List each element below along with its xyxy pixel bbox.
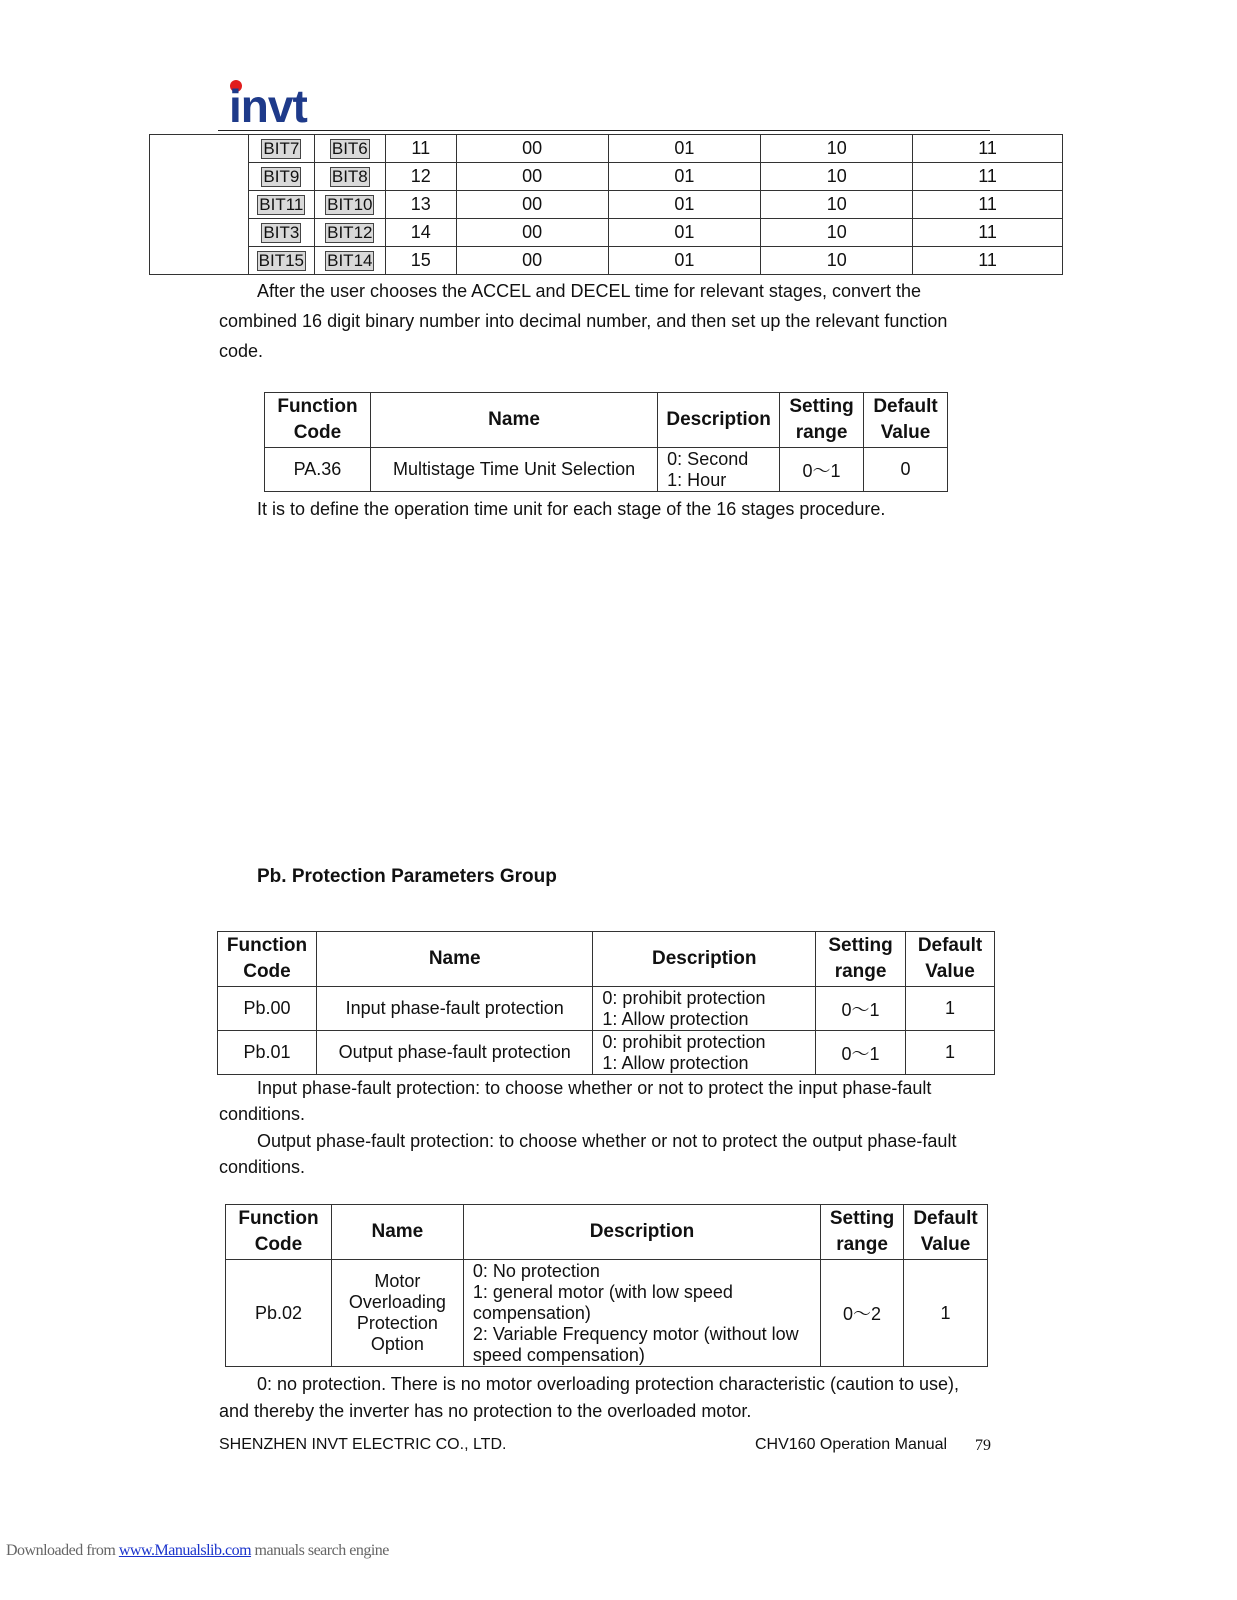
bit-label: BIT10 bbox=[327, 195, 373, 214]
header-name: Name bbox=[316, 932, 592, 987]
description-cell: 0: prohibit protection 1: Allow protection bbox=[593, 987, 816, 1031]
value-cell: 01 bbox=[608, 219, 761, 247]
table-row bbox=[150, 219, 1063, 247]
table-row bbox=[150, 135, 1063, 163]
header-function-code: Function Code bbox=[265, 393, 371, 448]
footer-manual-title: CHV160 Operation Manual bbox=[755, 1436, 948, 1453]
header-default-value: Default Value bbox=[904, 1205, 988, 1260]
range-cell: 0～2 bbox=[821, 1260, 904, 1367]
value-cell: 11 bbox=[913, 191, 1063, 219]
table-header-row bbox=[218, 932, 995, 987]
stage-cell: 15 bbox=[385, 247, 456, 275]
range-cell: 0～1 bbox=[816, 987, 906, 1031]
header-setting-range: Setting range bbox=[816, 932, 906, 987]
name-cell: Motor Overloading Protection Option bbox=[331, 1260, 463, 1367]
name-cell: Input phase-fault protection bbox=[316, 987, 592, 1031]
table-header-row bbox=[226, 1205, 988, 1260]
table-row bbox=[150, 163, 1063, 191]
value-cell: 01 bbox=[608, 135, 761, 163]
header-function-code: Function Code bbox=[226, 1205, 332, 1260]
bit-label: BIT7 bbox=[263, 139, 300, 158]
value-cell: 10 bbox=[761, 163, 913, 191]
paragraph-time-unit: It is to define the operation time unit for each stage of the 16 stages procedure. bbox=[257, 499, 886, 519]
bit-label: BIT6 bbox=[331, 139, 368, 158]
value-cell: 00 bbox=[456, 191, 608, 219]
code-cell: Pb.00 bbox=[218, 987, 317, 1031]
value-cell: 10 bbox=[761, 219, 913, 247]
page-number: 79 bbox=[975, 1437, 991, 1454]
default-cell: 0 bbox=[864, 448, 948, 492]
value-cell: 00 bbox=[456, 247, 608, 275]
stage-cell: 13 bbox=[385, 191, 456, 219]
bit-label: BIT14 bbox=[327, 251, 373, 270]
paragraph-no-protection: 0: no protection. There is no motor overloading protection characteristic (caution to use), and thereby the inverter has no protection to the overloaded motor. bbox=[219, 1374, 960, 1421]
code-cell: Pb.01 bbox=[218, 1031, 317, 1075]
value-cell: 01 bbox=[608, 191, 761, 219]
value-cell: 10 bbox=[761, 135, 913, 163]
stage-cell: 12 bbox=[385, 163, 456, 191]
header-setting-range: Setting range bbox=[780, 393, 864, 448]
value-cell: 00 bbox=[456, 135, 608, 163]
table-row bbox=[218, 987, 995, 1031]
code-cell: PA.36 bbox=[265, 448, 371, 492]
section-title: Pb. Protection Parameters Group bbox=[257, 866, 557, 887]
header-name: Name bbox=[370, 393, 657, 448]
description-cell: 0: prohibit protection 1: Allow protection bbox=[593, 1031, 816, 1075]
bit-label: BIT9 bbox=[263, 167, 300, 186]
stage-cell: 14 bbox=[385, 219, 456, 247]
footer-company: SHENZHEN INVT ELECTRIC CO., LTD. bbox=[219, 1436, 507, 1453]
pb02-table bbox=[225, 1204, 988, 1367]
bit-label: BIT11 bbox=[259, 195, 304, 214]
value-cell: 11 bbox=[913, 135, 1063, 163]
header-description: Description bbox=[593, 932, 816, 987]
header-function-code: Function Code bbox=[218, 932, 317, 987]
paragraph-accel-decel: After the user chooses the ACCEL and DECEL time for relevant stages, convert the combined 16 digit binary number into decimal number, and then set up the relevant function code. bbox=[219, 281, 948, 361]
range-cell: 0～1 bbox=[816, 1031, 906, 1075]
pa36-table bbox=[264, 392, 948, 492]
table-row bbox=[226, 1260, 988, 1367]
value-cell: 00 bbox=[456, 219, 608, 247]
default-cell: 1 bbox=[906, 987, 995, 1031]
bit-label: BIT15 bbox=[258, 251, 305, 270]
name-cell: Multistage Time Unit Selection bbox=[370, 448, 657, 492]
blank-cell bbox=[150, 135, 249, 275]
stage-cell: 11 bbox=[385, 135, 456, 163]
paragraph-output-phase-fault: Output phase-fault protection: to choose whether or not to protect the output phase-fault conditions. bbox=[219, 1131, 957, 1177]
table-row bbox=[218, 1031, 995, 1075]
header-description: Description bbox=[658, 393, 780, 448]
value-cell: 10 bbox=[761, 247, 913, 275]
description-cell: 0: No protection 1: general motor (with low speed compensation) 2: Variable Frequency motor (without low speed compensation) bbox=[463, 1260, 820, 1367]
default-cell: 1 bbox=[906, 1031, 995, 1075]
table-row bbox=[265, 448, 948, 492]
bit-table bbox=[149, 134, 1063, 275]
description-cell: 0: Second 1: Hour bbox=[658, 448, 780, 492]
header-default-value: Default Value bbox=[906, 932, 995, 987]
header-default-value: Default Value bbox=[864, 393, 948, 448]
value-cell: 01 bbox=[608, 247, 761, 275]
default-cell: 1 bbox=[904, 1260, 988, 1367]
pb-phase-fault-table bbox=[217, 931, 995, 1075]
paragraph-input-phase-fault: Input phase-fault protection: to choose whether or not to protect the input phase-fault conditions. bbox=[219, 1078, 932, 1124]
bit-label: BIT8 bbox=[331, 167, 368, 186]
table-header-row bbox=[265, 393, 948, 448]
header-setting-range: Setting range bbox=[821, 1205, 904, 1260]
header-rule bbox=[218, 130, 990, 131]
invt-logo bbox=[229, 78, 334, 128]
manualslib-link[interactable]: www.Manualslib.com bbox=[118, 1542, 252, 1559]
value-cell: 10 bbox=[761, 191, 913, 219]
name-cell: Output phase-fault protection bbox=[316, 1031, 592, 1075]
value-cell: 11 bbox=[913, 163, 1063, 191]
header-name: Name bbox=[331, 1205, 463, 1260]
value-cell: 11 bbox=[913, 219, 1063, 247]
table-row bbox=[150, 247, 1063, 275]
bit-label: BIT3 bbox=[263, 223, 300, 242]
value-cell: 01 bbox=[608, 163, 761, 191]
range-cell: 0～1 bbox=[780, 448, 864, 492]
bit-label: BIT12 bbox=[327, 223, 373, 242]
svg-text:invt: invt bbox=[229, 80, 307, 128]
download-notice: Downloaded from www.Manualslib.com manuals search engine bbox=[6, 1542, 389, 1559]
value-cell: 11 bbox=[913, 247, 1063, 275]
header-description: Description bbox=[463, 1205, 820, 1260]
table-row bbox=[150, 191, 1063, 219]
code-cell: Pb.02 bbox=[226, 1260, 332, 1367]
value-cell: 00 bbox=[456, 163, 608, 191]
